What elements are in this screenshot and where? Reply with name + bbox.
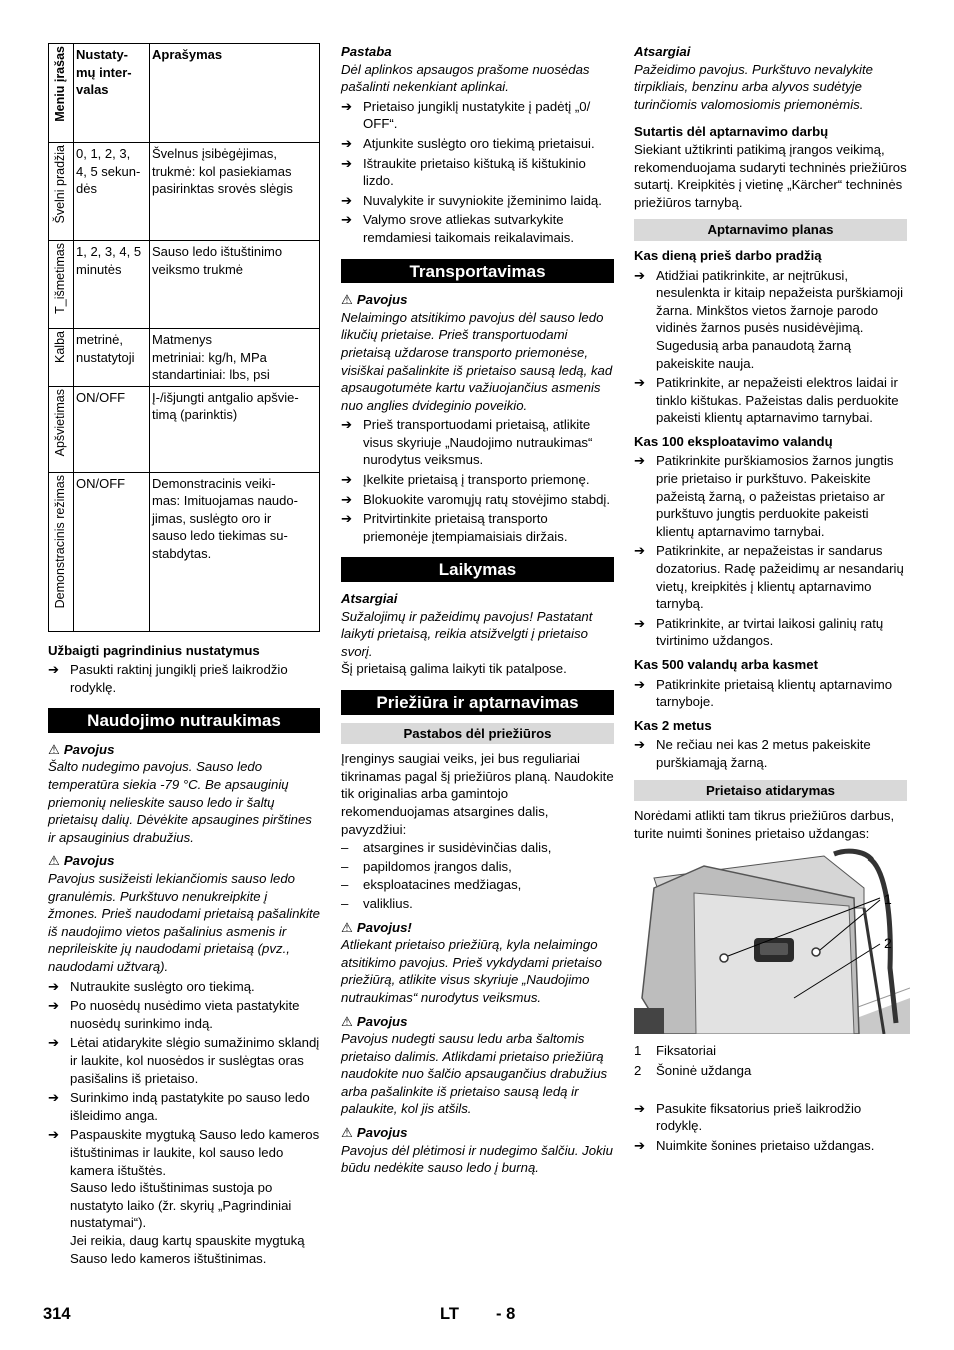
- list-item: ➔ Pasukite fiksatorius prieš laikrodžio rodyklę.: [634, 1100, 862, 1134]
- subsection-title-maintenance-notes: Pastabos dėl priežiūros: [341, 723, 614, 745]
- arrow-icon: ➔: [634, 453, 646, 469]
- storage-text: Šį prietaisą galima laikyti tik patalpose.: [341, 661, 567, 677]
- step-continuation: Sauso ledo ištuštinimas sustoja po nustatyto laiko (žr. skyrių „Pagrindiniai nustatymai“).: [70, 1180, 292, 1231]
- maintenance-text: Įrenginys saugiai veiks, jei bus reguliariai tikrinamas pagal šį priežiūros planą. Naudokite tik originalias arba gamintojo rekomenduojamas atsargines dalis, pavyzdžiui:: [341, 751, 614, 837]
- list-item: ➔ Ištraukite prietaiso kištuką iš kištukinio lizdo.: [341, 155, 586, 189]
- list-item: ➔ Prietaiso jungiklį nustatykite į padėtį „0/ OFF“.: [341, 98, 591, 132]
- table-cell-menu: T_išmetimas: [53, 243, 67, 314]
- sub-page-number: - 8: [496, 1305, 516, 1323]
- arrow-icon: ➔: [341, 472, 353, 488]
- list-item: ➔ Ne rečiau nei kas 2 metus pakeiskite purškiamąją žarną.: [634, 737, 871, 770]
- arrow-icon: ➔: [341, 135, 353, 151]
- dash-bullet: –: [341, 840, 349, 856]
- list-item: ➔ Surinkimo indą pastatykite po sauso ledo išleidimo anga.: [48, 1090, 310, 1123]
- list-item: – valiklius.: [341, 895, 413, 911]
- list-item: ➔ Atjunkite suslėgto oro tiekimą prietaisui.: [341, 135, 595, 151]
- table-cell-desc: Matmenys metriniai: kg/h, MPa standartiniai: lbs, psi: [150, 329, 320, 387]
- list-item: ➔ Įkelkite prietaisą į transporto priemonę.: [341, 472, 590, 488]
- list-item: ➔ Lėtai atidarykite slėgio sumažinimo sklandį ir laukite, kol nuosėdos ir suslėgtas oras pasišalins iš prietaiso.: [48, 1035, 320, 1086]
- arrow-icon: ➔: [634, 543, 646, 559]
- warning-heading: ⚠ Pavojus: [341, 1013, 408, 1029]
- list-item: ➔ Atidžiai patikrinkite, ar neįtrūkusi, nesulenkta ir kitaip nepažeista purškiamoji žarna. Minkštos vietos žarnoje parodo vidinės žarnos pusės nusidėvėjimą. Sugedusią arba panaudotą žarną pakeiskite nauja.: [634, 267, 904, 371]
- arrow-icon: ➔: [48, 998, 60, 1014]
- table-row: [49, 44, 320, 143]
- list-item: ➔ Nutraukite suslėgto oro tiekimą.: [48, 978, 255, 994]
- arrow-icon: ➔: [48, 662, 60, 678]
- daily-title: Kas dieną prieš darbo pradžią: [634, 247, 822, 263]
- arrow-icon: ➔: [634, 615, 646, 631]
- warning-icon: ⚠: [341, 1125, 353, 1141]
- warning-icon: ⚠: [48, 741, 60, 757]
- list-item: ➔ Po nuosėdų nusėdimo vieta pastatykite nuosėdų surinkimo indą.: [48, 998, 300, 1031]
- table-cell-desc: Į-/išjungti antgalio apšvie- timą (parinktis): [150, 386, 320, 472]
- contract-title: Sutartis dėl aptarnavimo darbų: [634, 124, 829, 140]
- note-text: Dėl aplinkos apsaugos prašome nuosėdas pašalinti nekenkiant aplinkai.: [341, 61, 590, 95]
- warning-text: Pavojus nudegti sausu ledu arba šaltomis prietaiso dalimis. Atlikdami prietaiso priežiūrą naudokite nuo šalčio apsaugančius drabužius arba pašalinkite iš prietaiso sausą ledą ir palaukite, kol jis atšils.: [341, 1031, 608, 1117]
- section-title-storage: Laikymas: [341, 557, 614, 582]
- list-item: ➔ Patikrinkite, ar tvirtai laikosi galinių ratų tvirtinimo uždangos.: [634, 615, 884, 649]
- table-cell-menu: Demonstracinis režimas: [53, 474, 67, 608]
- arrow-icon: ➔: [634, 375, 646, 391]
- table-row: [49, 386, 320, 472]
- list-item: ➔ Patikrinkite, ar nepažeistas ir sandarus dozatorius. Radę pažeidimų ar nesandarių vietų, kreipkitės į klientų aptarnavimo tarnybą.: [634, 543, 904, 612]
- note-heading: Pastaba: [341, 44, 392, 59]
- table-header-menu: Meniu įrašas: [53, 46, 67, 122]
- table-row: [49, 143, 320, 241]
- dash-bullet: –: [341, 895, 349, 911]
- page-number: 314: [43, 1305, 71, 1323]
- device-illustration: [634, 848, 910, 1034]
- warning-heading: ⚠ Pavojus!: [341, 919, 412, 935]
- arrow-icon: ➔: [634, 1137, 646, 1153]
- table-row: [49, 241, 320, 329]
- table-cell-menu: Apšvietimas: [53, 388, 67, 456]
- warning-icon: ⚠: [341, 919, 353, 935]
- arrow-icon: ➔: [341, 155, 353, 171]
- figure-legend-item: 1 Fiksatoriai: [634, 1043, 717, 1059]
- table-row: [49, 472, 320, 631]
- arrow-icon: ➔: [634, 737, 646, 753]
- h500-title: Kas 500 valandų arba kasmet: [634, 657, 818, 672]
- table-cell-settings: metrinė, nustatytoji: [74, 329, 150, 387]
- table-cell-settings: ON/OFF: [74, 472, 150, 631]
- basic-done-title: Užbaigti pagrindinius nustatymus: [48, 642, 260, 658]
- figure-legend-item: 2 Šoninė uždanga: [634, 1062, 752, 1078]
- table-cell-settings: 0, 1, 2, 3, 4, 5 sekun- dės: [74, 143, 150, 241]
- warning-icon: ⚠: [48, 853, 60, 869]
- subsection-title-plan: Aptarnavimo planas: [634, 219, 907, 241]
- warning-text: Pavojus susižeisti lekiančiomis sauso ledo granulėmis. Purkštuvo nenukreipkite į žmones. Prieš naudodami prietaisą pašalinkite iš naudojimo vietos pašalinius asmenis ir neprileiskite jų naudodami prietaisą (pvz., naudodami užtvarą).: [48, 871, 320, 974]
- list-item: ➔ Valymo srove atliekas sutvarkykite remdamiesi taikomais reikalavimais.: [341, 212, 575, 245]
- section-title-transport: Transportavimas: [341, 259, 614, 284]
- table-header-desc: Aprašymas: [150, 44, 320, 143]
- list-item: ➔ Nuimkite šonines prietaiso uždangas.: [634, 1137, 875, 1153]
- list-item: ➔ Patikrinkite, ar nepažeisti elektros laidai ir tinklo kištukas. Pažeistas dalis perduokite pakeisti klientų aptarnavimo tarnybai.: [634, 375, 899, 426]
- warning-heading: ⚠ Pavojus: [341, 1125, 408, 1141]
- arrow-icon: ➔: [341, 417, 353, 433]
- table-header-settings: Nustaty- mų inter- valas: [74, 44, 150, 143]
- arrow-icon: ➔: [341, 511, 353, 527]
- arrow-icon: ➔: [634, 1100, 646, 1116]
- dash-bullet: –: [341, 858, 349, 874]
- warning-text: Nelaimingo atsitikimo pavojus dėl sauso ledo likučių prietaise. Prieš transportuodami prietaisą uždarose transporto priemonėse, visiškai pašalinkite iš prietaiso sausą ledą, kad apsaugotumėte kartu važiuojančius asmenis nuo anglies dvideginio poveikio.: [341, 309, 613, 413]
- list-item: ➔ Blokuokite varomųjų ratų stovėjimo stabdį.: [341, 491, 611, 507]
- warning-text: Pavojus dėl plėtimosi ir nudegimo šalčiu. Jokiu būdu nedėkite sauso ledo į burną.: [341, 1142, 613, 1176]
- table-cell-menu: Kalba: [53, 331, 67, 363]
- warning-text: Atliekant prietaiso priežiūrą, kyla nelaimingo atsitikimo pavojus. Prieš vykdydami prietaiso priežiūrą, atlikite visus skyriuje „Naudojimo nutraukimas“ nurodytus veiksmus.: [341, 937, 602, 1005]
- arrow-icon: ➔: [634, 676, 646, 692]
- list-item: – eksploatacines medžiagas,: [341, 877, 522, 893]
- arrow-icon: ➔: [48, 978, 60, 994]
- caution-heading: Atsargiai: [634, 44, 691, 59]
- warning-text: Šalto nudegimo pavojus. Sauso ledo temperatūra siekia -79 °C. Be apsauginių priemonių nelieskite sauso ledo ir šaltų prietaisų dalių. Dėvėkite apsaugines pirštines ir apsauginius drabužius.: [48, 759, 312, 845]
- caution-heading: Atsargiai: [341, 591, 398, 607]
- table-cell-desc: Sauso ledo ištuštinimo veiksmo trukmė: [150, 241, 320, 329]
- arrow-icon: ➔: [341, 192, 353, 208]
- table-cell-settings: ON/OFF: [74, 386, 150, 472]
- opening-text: Norėdami atlikti tam tikrus priežiūros darbus, turite nuimti šonines prietaiso uždangas:: [634, 808, 895, 841]
- column-right: [634, 43, 907, 1154]
- list-item: ➔ Pritvirtinkite prietaisą transporto priemonėje įtempiamaisiais diržais.: [341, 511, 568, 544]
- section-title-shutdown: Naudojimo nutraukimas: [48, 708, 320, 733]
- dash-bullet: –: [341, 877, 349, 893]
- y2-title: Kas 2 metus: [634, 717, 712, 733]
- arrow-icon: ➔: [341, 212, 353, 228]
- warning-heading: ⚠ Pavojus: [48, 741, 115, 757]
- list-item: ➔ Paspauskite mygtuką Sauso ledo kameros ištuštinimas ir laukite, kol sauso ledo kamera ištuštės.: [48, 1127, 320, 1178]
- arrow-icon: ➔: [48, 1090, 60, 1106]
- list-item: ➔ Pasukti raktinį jungiklį prieš laikrodžio rodyklę.: [48, 662, 288, 695]
- figure-label-1: 1: [884, 891, 892, 908]
- column-middle: [341, 43, 614, 1177]
- column-left: [48, 43, 320, 1267]
- warning-heading: ⚠ Pavojus: [48, 853, 115, 869]
- arrow-icon: ➔: [341, 98, 353, 114]
- list-item: ➔ Nuvalykite ir suvyniokite įžeminimo laidą.: [341, 192, 602, 208]
- table-cell-menu: Švelni pradžia: [53, 145, 67, 224]
- h100-title: Kas 100 eksploatavimo valandų: [634, 433, 833, 449]
- arrow-icon: ➔: [634, 267, 646, 283]
- caution-text: Sužalojimų ir pažeidimų pavojus! Pastatant laikyti prietaisą, reikia atsižvelgti į prietaiso svorį.: [341, 608, 593, 659]
- arrow-icon: ➔: [48, 1035, 60, 1051]
- table-cell-desc: Švelnus įsibėgėjimas, trukmė: kol pasiekiamas pasirinktas srovės slėgis: [150, 143, 320, 241]
- contract-text: Siekiant užtikrinti patikimą įrangos veikimą, rekomenduojama sudaryti techninės priežiūros sutartį. Kreipkitės į vietinę „Kärcher“ techninės priežiūros tarnybą.: [634, 141, 907, 210]
- settings-table: [48, 43, 320, 632]
- arrow-icon: ➔: [48, 1127, 60, 1143]
- table-cell-settings: 1, 2, 3, 4, 5 minutės: [74, 241, 150, 329]
- section-title-maintenance: Priežiūra ir aptarnavimas: [341, 690, 614, 715]
- warning-heading: ⚠ Pavojus: [341, 292, 408, 308]
- figure-label-2: 2: [884, 935, 892, 952]
- table-cell-desc: Demonstracinis veiki- mas: Imituojamas naudo- jimas, suslėgto oro ir sauso ledo tiekimas su- stabdytas.: [150, 472, 320, 631]
- arrow-icon: ➔: [341, 491, 353, 507]
- list-item: – atsargines ir susidėvinčias dalis,: [341, 840, 552, 856]
- warning-icon: ⚠: [341, 292, 353, 308]
- caution-text: Pažeidimo pavojus. Purkštuvo nevalykite tirpikliais, benzinu arba alyvos sudėtyje turinčiomis valomosiomis priemonėmis.: [634, 61, 873, 112]
- language-code: LT: [440, 1305, 459, 1323]
- warning-icon: ⚠: [341, 1013, 353, 1029]
- step-continuation: Jei reikia, daug kartų spauskite mygtuką Sauso ledo kameros ištuštinimas.: [70, 1232, 305, 1266]
- list-item: – papildomos įrangos dalis,: [341, 858, 512, 874]
- table-row: [49, 329, 320, 387]
- list-item: ➔ Prieš transportuodami prietaisą, atlikite visus skyriuje „Naudojimo nutraukimas“ nurodytus veiksmus.: [341, 417, 593, 468]
- subsection-title-opening: Prietaiso atidarymas: [634, 780, 907, 802]
- device-side-cover-figure: [634, 848, 910, 1034]
- list-item: ➔ Patikrinkite purškiamosios žarnos jungtis prie prietaiso ir purkštuvo. Pakeiskite pažeistą žarną, o pažeistas prietaiso ar purkštuvo jungtis perduokite pakeisti klientų aptarnavimo tarnybai.: [634, 453, 894, 539]
- list-item: ➔ Patikrinkite prietaisą klientų aptarnavimo tarnyboje.: [634, 676, 893, 710]
